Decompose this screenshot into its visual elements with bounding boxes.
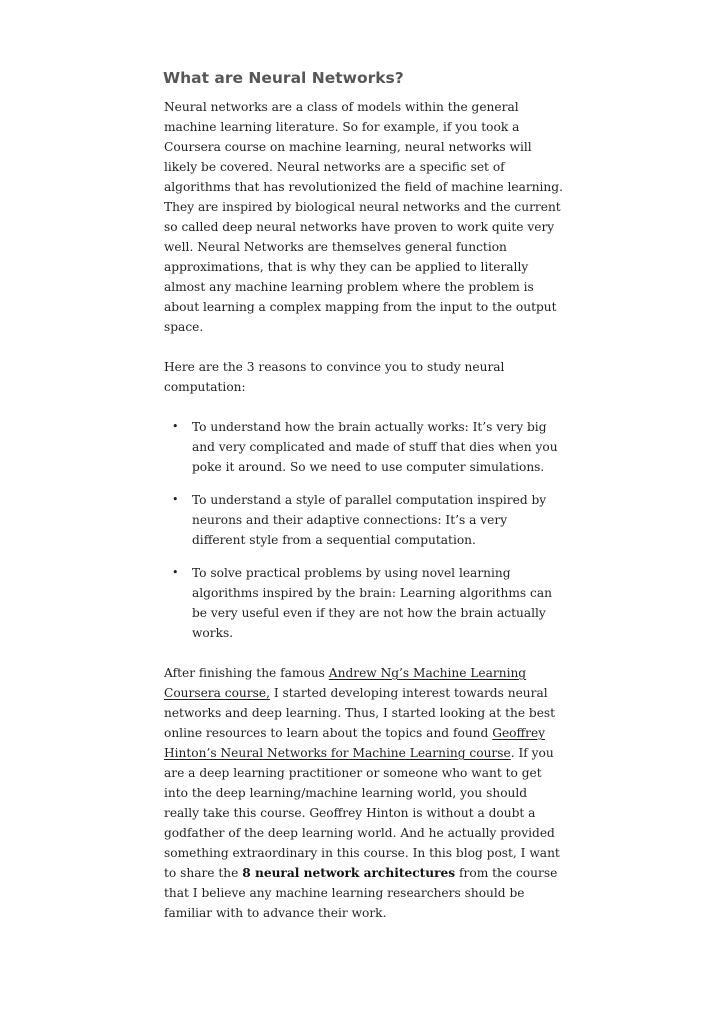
article-body bbox=[164, 64, 564, 943]
closing-text-3: . If you are a deep learning practitioner or someone who want to get into the deep learning/machine learning world, you should really take this course. Geoffrey Hinton is without a doubt a godfather of the deep learning world. And he actually provided something extraordinary in this course. In this blog post, I want to share the bbox=[164, 746, 560, 880]
coursera-course-link[interactable]: Andrew Ng’s Machine Learning Coursera course, bbox=[164, 666, 527, 700]
intro-paragraph: Neural networks are a class of models within the general machine learning literature. So for example, if you took a Coursera course on machine learning, neural networks will likely be covered. Neural networks are a specific set of algorithms that has revolutionized the field of machine learning. They are inspired by biological neural networks and the current so called deep neural networks have proven to work quite very well. Neural Networks are themselves general function approximations, that is why they can be applied to literally almost any machine learning problem where the problem is about learning a complex mapping from the input to the output space. bbox=[164, 100, 563, 334]
closing-text-2: I started developing interest towards neural networks and deep learning. Thus, I started looking at the best online resources to learn about the topics and found bbox=[164, 686, 556, 740]
reasons-list bbox=[164, 417, 564, 643]
reason-text: To solve practical problems by using novel learning algorithms inspired by the brain: Learning algorithms can be very useful even if they are not how the brain actually works. bbox=[192, 566, 552, 640]
closing-paragraph bbox=[164, 663, 564, 923]
article-heading: What are Neural Networks? bbox=[163, 69, 404, 87]
closing-text-4: from the course that I believe any machine learning researchers should be familiar with to advance their work. bbox=[164, 866, 558, 920]
list-item bbox=[164, 490, 564, 550]
reasons-intro-paragraph: Here are the 3 reasons to convince you to study neural computation: bbox=[164, 360, 505, 394]
bullet-icon: • bbox=[172, 566, 179, 579]
reason-text: To understand a style of parallel computation inspired by neurons and their adaptive connections: It’s a very different style from a sequential computation. bbox=[192, 493, 547, 547]
reason-text: To understand how the brain actually works: It’s very big and very complicated and made of stuff that dies when you poke it around. So we need to use computer simulations. bbox=[192, 420, 558, 474]
bullet-icon: • bbox=[172, 493, 179, 506]
hinton-course-link[interactable]: Geoffrey Hinton’s Neural Networks for Machine Learning course bbox=[164, 726, 546, 760]
bullet-icon: • bbox=[172, 420, 179, 433]
closing-text-1: After finishing the famous bbox=[164, 666, 329, 680]
list-item bbox=[164, 563, 564, 643]
architectures-emphasis: 8 neural network architectures bbox=[242, 866, 456, 880]
list-item bbox=[164, 417, 564, 477]
